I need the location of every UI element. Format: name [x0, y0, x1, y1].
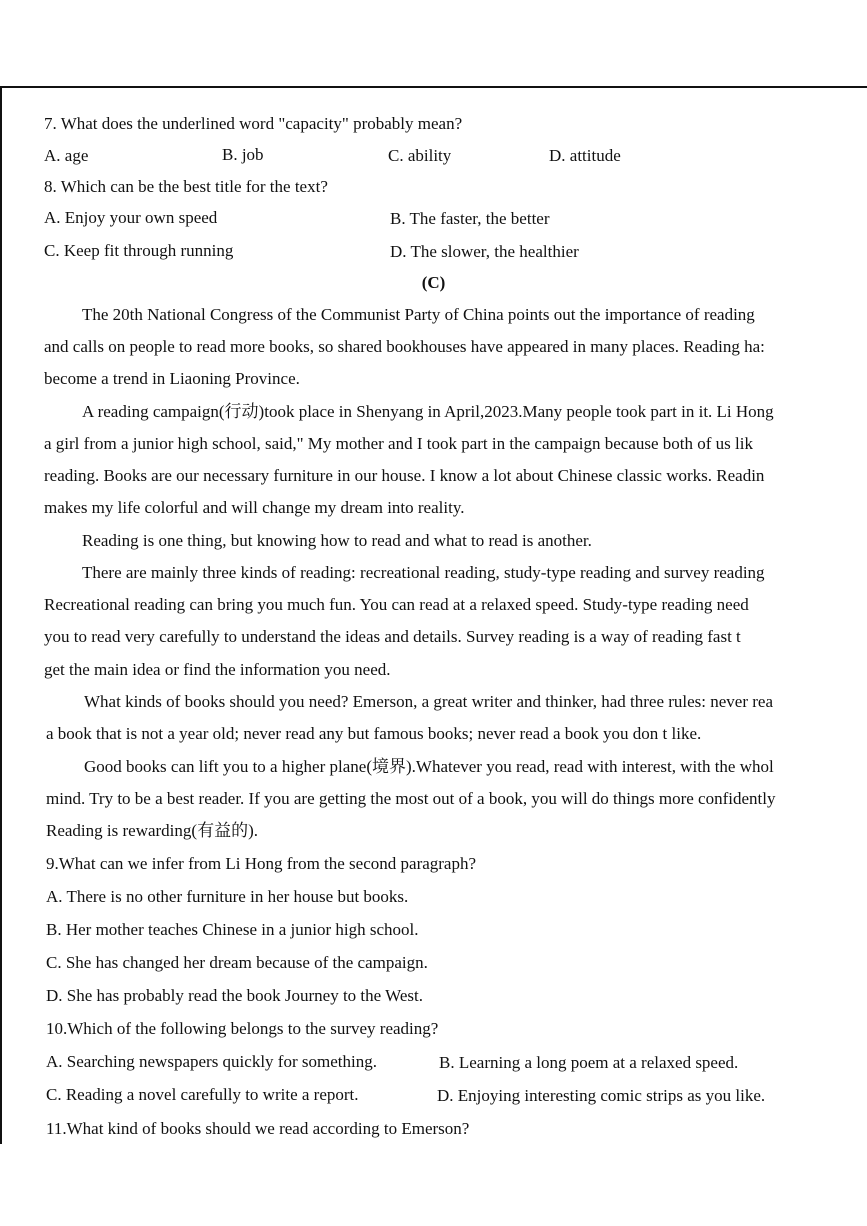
passage-line: Recreational reading can bring you much fun. You can read at a relaxed speed. Study-type reading need	[44, 595, 749, 614]
question-9-stem: 9.What can we infer from Li Hong from the second paragraph?	[46, 854, 477, 873]
question-10-option-c: C. Reading a novel carefully to write a report.	[46, 1085, 359, 1104]
question-7-option-c: C. ability	[388, 146, 452, 165]
passage-line: makes my life colorful and will change my dream into reality.	[44, 498, 465, 517]
passage-line: Reading is rewarding(有益的).	[46, 821, 258, 840]
question-9-option-b: B. Her mother teaches Chinese in a junior high school.	[46, 920, 419, 939]
question-11-stem: 11.What kind of books should we read according to Emerson?	[46, 1119, 470, 1138]
question-8-stem: 8. Which can be the best title for the text?	[44, 177, 328, 196]
question-7-stem: 7. What does the underlined word "capacity" probably mean?	[44, 114, 463, 133]
question-10-option-a: A. Searching newspapers quickly for something.	[46, 1052, 377, 1071]
question-8-option-d: D. The slower, the healthier	[390, 242, 579, 261]
passage-line: There are mainly three kinds of reading: recreational reading, study-type reading and survey reading	[82, 563, 765, 582]
passage-line: mind. Try to be a best reader. If you are getting the most out of a book, you will do things more confidently	[46, 789, 776, 808]
question-7-option-d: D. attitude	[549, 146, 621, 165]
question-8-option-a: A. Enjoy your own speed	[44, 208, 218, 227]
question-7-option-b: B. job	[222, 145, 264, 164]
question-9-option-d: D. She has probably read the book Journey to the West.	[46, 986, 423, 1005]
question-10-option-d: D. Enjoying interesting comic strips as you like.	[437, 1086, 766, 1105]
question-10-option-b: B. Learning a long poem at a relaxed speed.	[439, 1053, 739, 1072]
passage-line: The 20th National Congress of the Communist Party of China points out the importance of reading	[82, 305, 755, 324]
question-7-option-a: A. age	[44, 146, 89, 165]
question-10-stem: 10.Which of the following belongs to the survey reading?	[46, 1019, 439, 1038]
passage-line: What kinds of books should you need? Emerson, a great writer and thinker, had three rules: never rea	[84, 692, 774, 711]
passage-line: a girl from a junior high school, said," My mother and I took part in the campaign because both of us lik	[44, 434, 753, 453]
section-label: (C)	[421, 273, 446, 292]
question-8-option-c: C. Keep fit through running	[44, 241, 234, 260]
left-border-line	[0, 86, 2, 1144]
passage-line: become a trend in Liaoning Province.	[44, 369, 300, 388]
question-9-option-c: C. She has changed her dream because of the campaign.	[46, 953, 428, 972]
passage-line: get the main idea or find the information you need.	[44, 660, 391, 679]
passage-line: A reading campaign(行动)took place in Shenyang in April,2023.Many people took part in it. Li Hong	[82, 402, 774, 421]
passage-line: Reading is one thing, but knowing how to read and what to read is another.	[82, 531, 592, 550]
top-border-line	[0, 86, 867, 88]
question-9-option-a: A. There is no other furniture in her house but books.	[46, 887, 409, 906]
passage-line: a book that is not a year old; never read any but famous books; never read a book you don t like.	[46, 724, 702, 743]
passage-line: reading. Books are our necessary furniture in our house. I know a lot about Chinese classic works. Readin	[44, 466, 765, 485]
question-8-option-b: B. The faster, the better	[390, 209, 550, 228]
passage-line: you to read very carefully to understand the ideas and details. Survey reading is a way of reading fast t	[44, 627, 741, 646]
passage-line: and calls on people to read more books, so shared bookhouses have appeared in many places. Reading ha:	[44, 337, 765, 356]
passage-line: Good books can lift you to a higher plane(境界).Whatever you read, read with interest, with the whol	[84, 757, 774, 776]
